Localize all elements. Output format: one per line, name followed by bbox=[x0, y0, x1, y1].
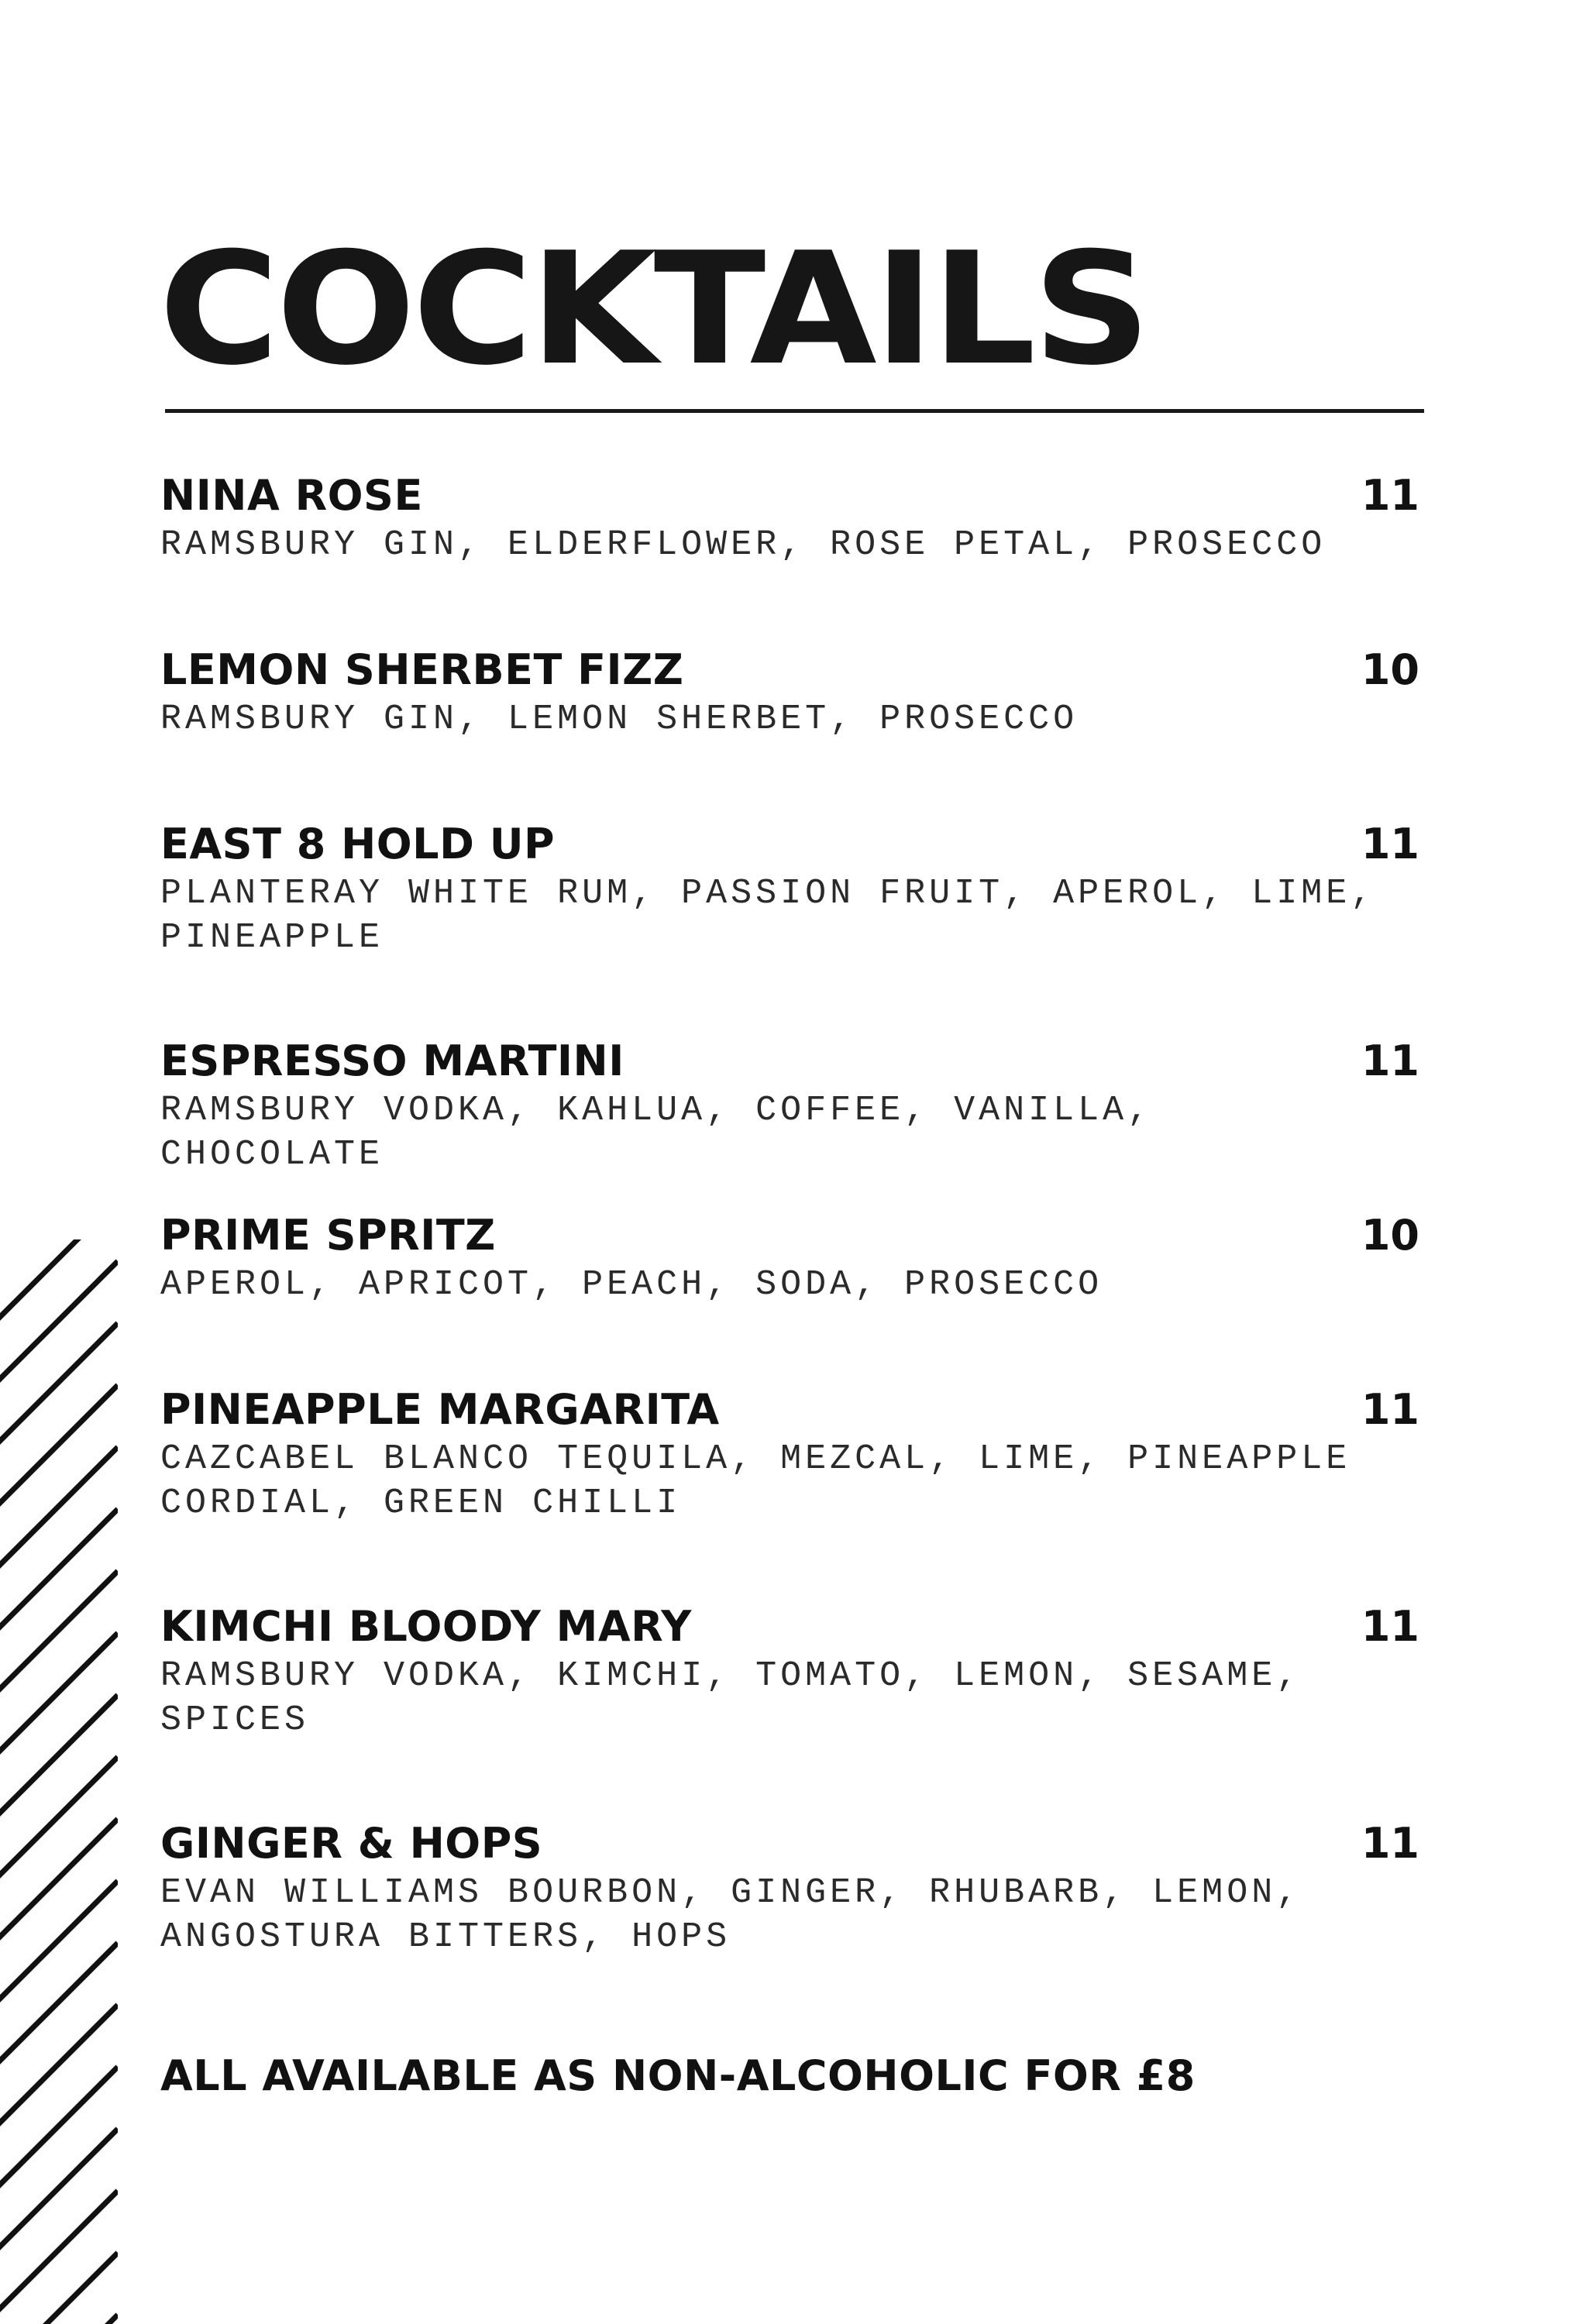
menu-item bbox=[160, 1383, 1431, 1525]
menu-item bbox=[160, 1600, 1431, 1742]
diagonal-stripes-decoration bbox=[0, 1239, 118, 2324]
menu-item bbox=[160, 469, 1431, 567]
item-price: 11 bbox=[1361, 1037, 1419, 1085]
item-description: RAMSBURY VODKA, KAHLUA, COFFEE, VANILLA, CHOCOLATE bbox=[160, 1091, 1153, 1174]
non-alcoholic-note: ALL AVAILABLE AS NON-ALCOHOLIC FOR £8 bbox=[160, 2051, 1196, 2100]
menu-item bbox=[160, 643, 1431, 741]
item-price: 11 bbox=[1361, 1819, 1419, 1868]
item-price: 10 bbox=[1361, 1211, 1419, 1260]
menu-item bbox=[160, 1817, 1431, 1959]
title-divider bbox=[165, 409, 1424, 413]
item-description: RAMSBURY GIN, ELDERFLOWER, ROSE PETAL, PROSECCO bbox=[160, 525, 1326, 565]
item-name: ESPRESSO MARTINI bbox=[160, 1037, 625, 1085]
item-name: EAST 8 HOLD UP bbox=[160, 820, 556, 868]
menu-title: COCKTAILS bbox=[159, 219, 1148, 400]
item-description: EVAN WILLIAMS BOURBON, GINGER, RHUBARB, LEMON, ANGOSTURA BITTERS, HOPS bbox=[160, 1873, 1302, 1957]
item-name: KIMCHI BLOODY MARY bbox=[160, 1602, 692, 1651]
item-description: APEROL, APRICOT, PEACH, SODA, PROSECCO bbox=[160, 1265, 1103, 1305]
item-name: LEMON SHERBET FIZZ bbox=[160, 645, 684, 694]
item-price: 10 bbox=[1361, 645, 1419, 694]
item-price: 11 bbox=[1361, 1602, 1419, 1651]
item-name: GINGER & HOPS bbox=[160, 1819, 543, 1868]
item-description: RAMSBURY GIN, LEMON SHERBET, PROSECCO bbox=[160, 700, 1079, 739]
menu-item bbox=[160, 1034, 1431, 1177]
item-description: RAMSBURY VODKA, KIMCHI, TOMATO, LEMON, SESAME, SPICES bbox=[160, 1656, 1302, 1740]
item-name: NINA ROSE bbox=[160, 471, 423, 520]
menu-item bbox=[160, 1208, 1431, 1307]
item-price: 11 bbox=[1361, 820, 1419, 868]
item-description: CAZCABEL BLANCO TEQUILA, MEZCAL, LIME, PINEAPPLE CORDIAL, GREEN CHILLI bbox=[160, 1439, 1351, 1523]
item-name: PRIME SPRITZ bbox=[160, 1211, 496, 1260]
menu-item bbox=[160, 817, 1431, 960]
item-price: 11 bbox=[1361, 1385, 1419, 1434]
item-description: PLANTERAY WHITE RUM, PASSION FRUIT, APEROL, LIME, PINEAPPLE bbox=[160, 874, 1376, 957]
item-price: 11 bbox=[1361, 471, 1419, 520]
item-name: PINEAPPLE MARGARITA bbox=[160, 1385, 720, 1434]
